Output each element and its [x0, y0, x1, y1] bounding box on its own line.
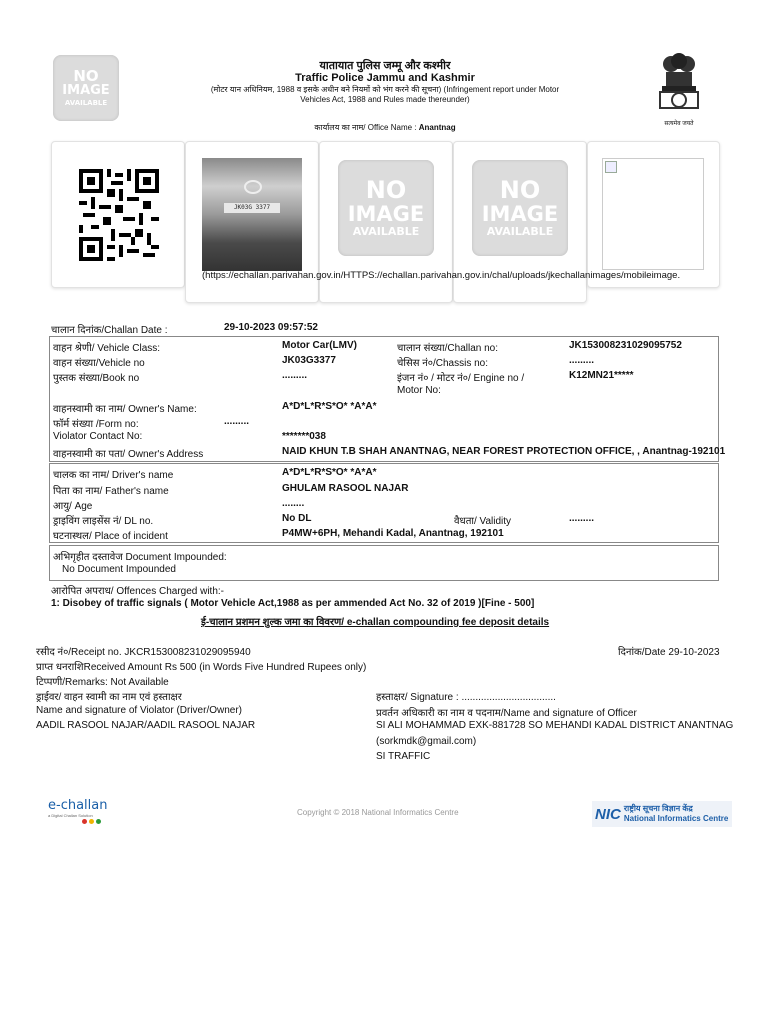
receipt-date: दिनांक/Date 29-10-2023	[618, 647, 720, 658]
subtitle-line1: (मोटर यान अधिनियम, 1988 व इसके अधीन बने नियमों को भंग करने की सूचना) (Infringement report under Motor	[210, 85, 560, 94]
father-value: GHULAM RASOOL NAJAR	[282, 483, 409, 494]
violator-label-english: Name and signature of Violator (Driver/Owner)	[36, 705, 243, 716]
engine-value: K12MN21*****	[569, 370, 634, 381]
validity-value: .........	[569, 513, 595, 524]
vehicle-photo	[202, 158, 302, 271]
emblem-icon	[656, 52, 702, 114]
title-hindi: यातायात पुलिस जम्मू और कश्मीर	[319, 60, 451, 72]
vehicle-no-value: JK03G3377	[282, 355, 336, 366]
image-link-caption[interactable]: (https://echallan.parivahan.gov.in/HTTPS://echallan.parivahan.gov.in/chal/uploads/jkechallanimages/mobileimage.	[202, 270, 681, 281]
owner-name-label: वाहनस्वामी का नाम/ Owner's Name:	[53, 404, 197, 415]
chassis-label: चेसिस नं०/Chassis no:	[397, 358, 489, 369]
copyright: Copyright © 2018 National Informatics Centre	[297, 808, 459, 817]
dl-value: No DL	[282, 513, 312, 524]
challan-no-label: चालान संख्या/Challan no:	[397, 343, 499, 354]
qr-code-icon	[79, 169, 159, 261]
book-no-label: पुस्तक संख्या/Book no	[53, 373, 140, 384]
age-label: आयु/ Age	[53, 501, 93, 512]
challan-date-value: 29-10-2023 09:57:52	[224, 322, 318, 333]
national-emblem	[656, 52, 702, 127]
engine-label-line2: Motor No:	[397, 385, 441, 396]
offences-label: आरोपित अपराध/ Offences Charged with:-	[51, 586, 225, 597]
engine-label-line1: इंजन नं० / मोटर नं०/ Engine no /	[397, 373, 525, 384]
subtitle-line2: Vehicles Act, 1988 and Rules made thereunder)	[300, 95, 470, 104]
dl-label: ड्राइविंग लाइसेंस नं/ DL no.	[53, 516, 154, 527]
nic-logo-mark: NIC	[595, 805, 621, 823]
vehicle-class-label: वाहन श्रेणी/ Vehicle Class:	[53, 343, 161, 354]
impounded-label: अभिगृहीत दस्तावेज Document Impounded:	[53, 552, 227, 563]
car-logo-icon	[244, 180, 262, 194]
officer-name: SI ALI MOHAMMAD EXK-881728 SO MEHANDI KADAL DISTRICT ANANTNAG	[376, 720, 734, 731]
vehicle-no-label: वाहन संख्या/Vehicle no	[53, 358, 145, 369]
age-value: ........	[282, 498, 305, 509]
nic-name-hindi: राष्ट्रीय सूचना विज्ञान केंद्र	[623, 804, 693, 813]
challan-no-value: JK153008231029095752	[569, 340, 682, 351]
no-image-placeholder-3: NO IMAGE AVAILABLE	[338, 160, 434, 256]
place-label: घटनास्थल/ Place of incident	[53, 531, 168, 542]
nic-logo	[592, 801, 732, 827]
receipt-no: रसीद नं०/Receipt no. JKCR153008231029095940	[36, 647, 251, 658]
echallan-logo	[48, 798, 118, 834]
book-no-value: .........	[282, 370, 308, 381]
image-card-5	[587, 141, 720, 288]
signature-line: हस्ताक्षर/ Signature : ..................................	[376, 692, 556, 703]
address-label: वाहनस्वामी का पता/ Owner's Address	[53, 449, 204, 460]
echallan-logo-text: e-challan	[48, 798, 108, 813]
challan-date-label: चालान दिनांक/Challan Date :	[51, 325, 168, 336]
form-no-label: फॉर्म संख्या /Form no:	[53, 419, 139, 430]
echallan-dots-icon	[82, 819, 118, 824]
office-name: कार्यालय का नाम/ Office Name : Anantnag	[314, 123, 456, 132]
officer-designation: SI TRAFFIC	[376, 751, 431, 762]
validity-label: वैधता/ Validity	[454, 516, 512, 527]
form-no-value: .........	[224, 416, 250, 427]
chassis-value: .........	[569, 355, 595, 366]
violator-label-hindi: ड्राईवर/ वाहन स्वामी का नाम एवं हस्ताक्षर	[36, 692, 182, 703]
owner-name-value: A*D*L*R*S*O* *A*A*	[282, 401, 377, 412]
remarks: टिप्पणी/Remarks: Not Available	[36, 677, 169, 688]
contact-value: *******038	[282, 431, 326, 442]
officer-email: (sorkmdk@gmail.com)	[376, 736, 477, 747]
emblem-caption: सत्यमेव जयते	[664, 121, 694, 127]
vehicle-class-value: Motor Car(LMV)	[282, 340, 357, 351]
vehicle-details-box	[49, 336, 719, 462]
number-plate: JK03G 3377	[224, 203, 280, 213]
officer-label: प्रवर्तन अधिकारी का नाम व पदनाम/Name and signature of Officer	[376, 708, 637, 719]
offence-item: 1: Disobey of traffic signals ( Motor Vehicle Act,1988 as per ammended Act No. 32 of 2019 )[Fine - 500]	[51, 598, 535, 609]
impounded-value: No Document Impounded	[62, 564, 176, 575]
title-english: Traffic Police Jammu and Kashmir	[295, 72, 475, 84]
no-image-placeholder-4: NO IMAGE AVAILABLE	[472, 160, 568, 256]
compounding-heading: ई-चालान प्रशमन शुल्क जमा का विवरण/ e-challan compounding fee deposit details	[201, 617, 550, 628]
broken-image-icon	[602, 158, 704, 270]
no-image-placeholder-top: NO IMAGE AVAILABLE	[53, 55, 119, 121]
violator-name: AADIL RASOOL NAJAR/AADIL RASOOL NAJAR	[36, 720, 256, 731]
driver-value: A*D*L*R*S*O* *A*A*	[282, 467, 377, 478]
received-amount: प्राप्त धनराशिReceived Amount Rs 500 (in Words Five Hundred Rupees only)	[36, 662, 367, 673]
driver-label: चालक का नाम/ Driver's name	[53, 470, 174, 481]
place-value: P4MW+6PH, Mehandi Kadal, Anantnag, 192101	[282, 528, 504, 539]
echallan-tagline: a Digital Challan Solution	[48, 813, 93, 818]
nic-name-english: National Informatics Centre	[623, 814, 729, 823]
father-label: पिता का नाम/ Father's name	[53, 486, 169, 497]
address-value: NAID KHUN T.B SHAH ANANTNAG, NEAR FOREST PROTECTION OFFICE, , Anantnag-192101	[282, 446, 726, 457]
contact-label: Violator Contact No:	[53, 431, 143, 442]
qr-card	[51, 141, 185, 288]
